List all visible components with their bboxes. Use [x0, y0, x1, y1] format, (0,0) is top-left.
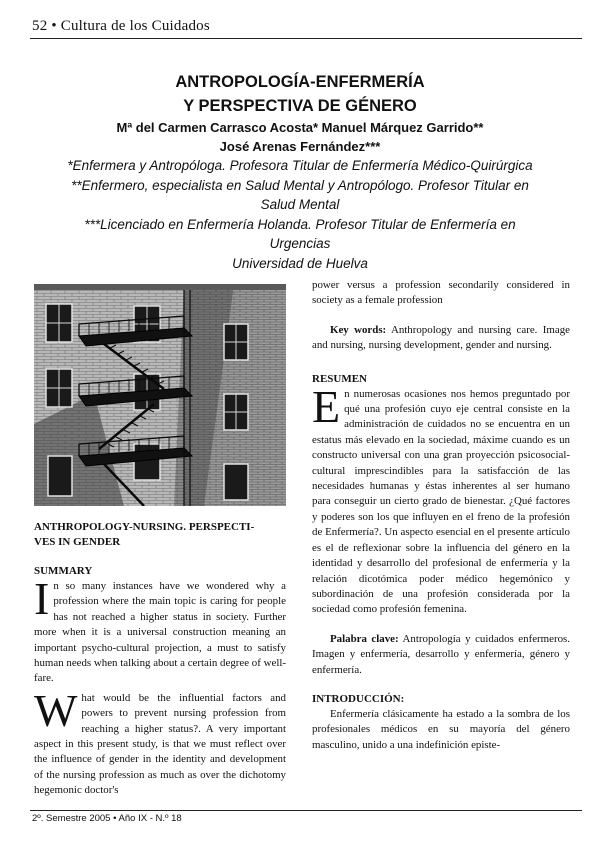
footer: 2º. Semestre 2005 • Año IX - N.º 18	[32, 813, 182, 824]
dropcap: I	[34, 573, 50, 624]
title-line-2: Y PERSPECTIVA DE GÉNERO	[183, 97, 417, 115]
keywords	[312, 323, 570, 354]
dropcap: E	[312, 380, 341, 432]
authors-line-1: Mª del Carmen Carrasco Acosta* Manuel Márquez Garrido**	[116, 120, 484, 135]
palabra-clave	[312, 632, 570, 678]
affiliation-line: Urgencias	[269, 236, 331, 251]
keywords-label: Key words:	[330, 323, 387, 336]
affiliation-line: ***Licenciado en Enfermería Holanda. Profesor Titular de Enfermería en	[84, 216, 516, 232]
affiliation-line: Salud Mental	[260, 197, 340, 212]
summary-paragraph-2	[34, 684, 286, 799]
right-column	[312, 278, 570, 753]
dropcap: W	[34, 684, 78, 736]
authors-line-2: José Arenas Fernández***	[219, 139, 381, 154]
left-column	[34, 520, 286, 799]
footer-rule	[30, 810, 582, 811]
introduccion-heading: INTRODUCCIÓN:	[312, 692, 405, 705]
summary-continued: power versus a profession secondarily considered in society as a female profession	[312, 279, 570, 307]
summary-heading: SUMMARY	[34, 565, 93, 577]
running-header: 52 • Cultura de los Cuidados	[32, 18, 210, 34]
english-title-line-1: ANTHROPOLOGY-NURSING. PERSPECTI-	[34, 521, 255, 533]
summary-text-1: n so many instances have we wondered why a profession where the main topic is caring for people has not reached a higher status in society. Further more when it is a universal construction meaning an important psycho-cultural projection, a must to satisfy human needs when talking about a certain degree of well-fare.	[34, 580, 286, 685]
palabra-clave-label: Palabra clave:	[330, 632, 399, 645]
authors	[40, 118, 560, 156]
affiliation-line: *Enfermera y Antropóloga. Profesora Titular de Enfermería Médico-Quirúrgica	[67, 158, 533, 173]
summary-text-2: hat would be the influential factors and powers to prevent nursing profession from reaching a higher status?. A very important aspect in this present study, is that we must reflect over the influence of gender in the identity and development of the nursing profession as much as over the dichotomy hegemonic doctor's	[34, 691, 286, 797]
resumen-paragraph	[312, 380, 570, 618]
title-line-1: ANTROPOLOGÍA-ENFERMERÍA	[175, 73, 425, 91]
keywords-text: Anthropology and nursing care. Image and nursing, nursing development, gender and nursing.	[312, 323, 570, 352]
affiliation-line: **Enfermero, especialista en Salud Mental y Antropólogo. Profesor Titular en	[71, 177, 529, 193]
affiliation-line: Universidad de Huelva	[232, 255, 368, 271]
affiliations	[40, 156, 560, 273]
english-title-line-2: VES IN GENDER	[34, 536, 121, 548]
article-title	[40, 70, 560, 118]
fire-escape-photo	[34, 284, 286, 506]
header-rule	[30, 38, 582, 39]
resumen-heading: RESUMEN	[312, 372, 368, 385]
palabra-clave-text: Antropología y cuidados enfermeros. Imagen y enfermería, desarrollo y enfermería, género y enfermería.	[312, 632, 570, 676]
summary-paragraph-1	[34, 573, 286, 687]
introduccion-text: Enfermería clásicamente ha estado a la sombra de los profesionales médicos en su mayoría del género masculino, unido a una indefinición episte-	[312, 707, 570, 751]
resumen-text: n numerosas ocasiones nos hemos preguntado por qué una profesión cuyo eje central consiste en la administración de cuidados no se encuentra en un estatus más elevado en la sociedad, máxime cuando es un constructo universal con una gran proyección psicosocial-cultural imprescindibles para la satisfacción de las necesidades humanas y éstas inherentes al ser humano para conseguir un cierto grado de bienestar. ¿Qué factores y poderes son los que influyen en el freno de la profesión de Enfermería?. Un aspecto esencial en el presente artículo es el de reflexionar sobre la influencia del género en la identidad y desarrollo del profesional de enfermería y la relación dicotómica poder médico hegemónico y subordinación de una profesión considerada por la sociedad como profesión femenina.	[312, 387, 570, 616]
